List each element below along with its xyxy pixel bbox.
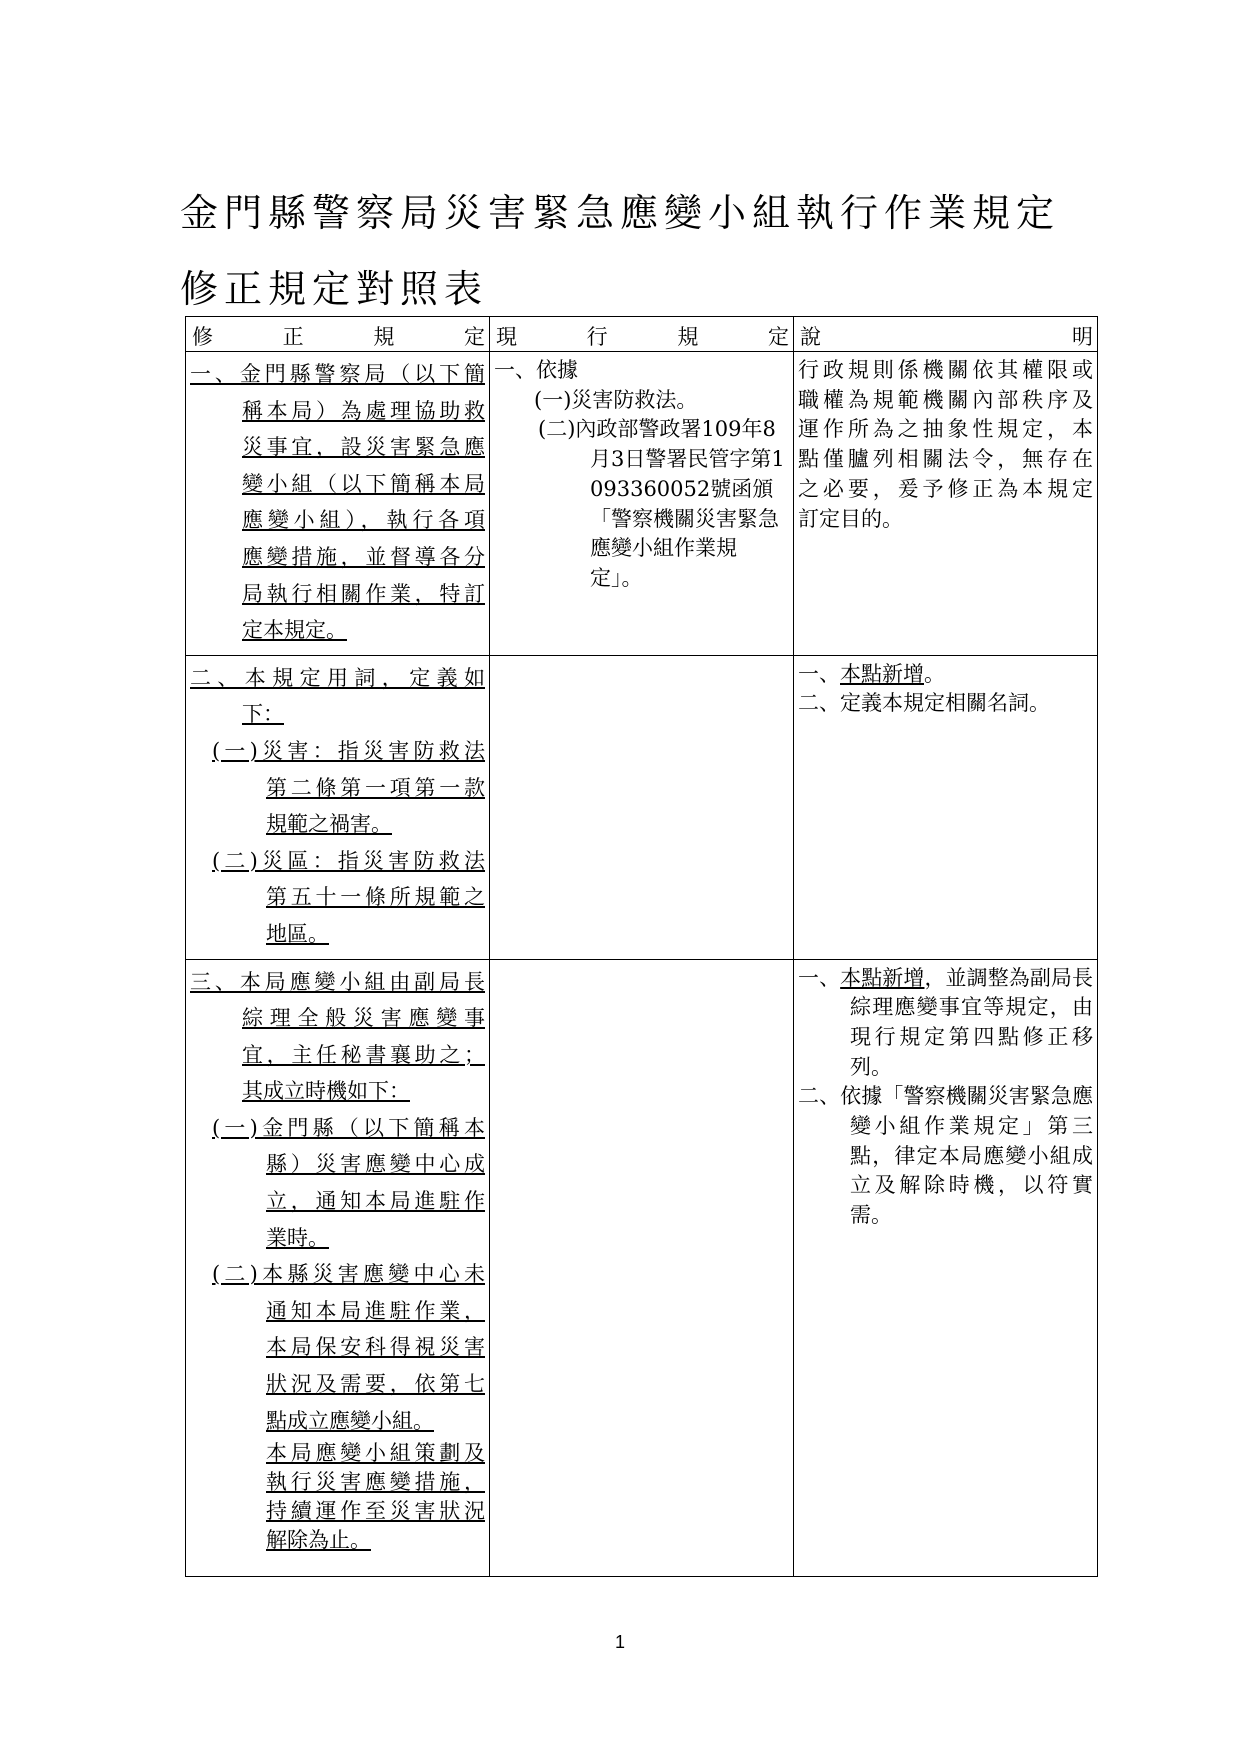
amended-text: 立，通知本局進駐作	[266, 1189, 485, 1214]
header-char: 定	[463, 325, 485, 349]
explanation-text: 行政規則係機關依其權限或	[798, 358, 1093, 382]
header-row	[186, 317, 1098, 352]
explanation-text: 一、本點新增。	[798, 661, 945, 686]
current-text: 一、依據	[494, 358, 578, 382]
amended-text: 應變措施，並督導各分	[242, 544, 485, 569]
explanation-cell	[794, 352, 1098, 656]
explanation-underlined: 本點新增	[840, 965, 925, 990]
amended-text: (二)災區：指災害防救法	[212, 848, 485, 873]
amended-text: (一)金門縣（以下簡稱本	[212, 1115, 485, 1140]
explanation-text: 二、依據「警察機關災害緊急應變小組作業規定」第三點，律定本局應變小組成立及解除時機，以符實需。	[798, 1084, 1093, 1228]
amended-text: 狀況及需要，依第七	[266, 1372, 485, 1397]
document-title-line2: 修正規定對照表	[180, 267, 489, 311]
amended-text: 持續運作至災害狀況	[266, 1499, 485, 1524]
explanation-text: 點僅臚列相關法令，無存在	[798, 447, 1093, 472]
explanation-cell	[794, 655, 1098, 959]
amended-text: 第二條第一項第一款	[266, 775, 485, 800]
header-char: 規	[373, 325, 395, 349]
current-cell	[490, 352, 794, 656]
header-char: 規	[677, 325, 699, 349]
amended-text: 稱本局）為處理協助救	[242, 398, 485, 423]
header-char: 現	[496, 325, 517, 349]
explanation-text: 二、定義本規定相關名詞。	[798, 691, 1050, 716]
amended-text: 規範之禍害。	[266, 812, 392, 837]
table-row	[186, 959, 1098, 1576]
header-char: 正	[282, 325, 304, 349]
page-number: 1	[614, 1632, 625, 1652]
explanation-cell	[794, 959, 1098, 1576]
amended-cell	[186, 352, 490, 656]
amended-text: 第五十一條所規範之	[266, 885, 485, 910]
amended-text: 解除為止。	[266, 1528, 371, 1553]
amended-text: 下：	[242, 702, 284, 727]
amended-text: 執行災害應變措施，	[266, 1470, 485, 1495]
current-text: (二)內政部警政署109年8月3日警署民管字第1093360052號函頒「警察機關災害緊急應變小組作業規定」。	[538, 417, 785, 590]
amended-text: 通知本局進駐作業，	[266, 1298, 485, 1323]
current-cell	[490, 655, 794, 959]
explanation-text: 一、本點新增，並調整為副局長綜理應變事宜等規定，由現行規定第四點修正移列。	[798, 965, 1094, 1079]
header-char: 定	[767, 325, 789, 349]
header-current	[490, 317, 794, 352]
amended-text: 其成立時機如下：	[242, 1079, 410, 1104]
amended-text: 縣）災害應變中心成	[266, 1152, 485, 1177]
table-row	[186, 655, 1098, 959]
amended-text: 一、金門縣警察局（以下簡	[190, 362, 485, 386]
amended-text: 綜理全般災害應變事	[242, 1006, 485, 1031]
amended-text: 業時。	[266, 1225, 329, 1250]
amended-text: 災事宜，設災害緊急應	[242, 435, 485, 460]
amended-text: 定本規定。	[242, 618, 347, 643]
table-row	[186, 352, 1098, 656]
header-amended	[186, 317, 490, 352]
header-char: 明	[1072, 325, 1093, 349]
amended-text: 三、本局應變小組由副局長	[190, 969, 485, 994]
amended-cell	[186, 655, 490, 959]
amended-cell	[186, 959, 490, 1576]
amended-text: (二)本縣災害應變中心未	[212, 1262, 485, 1287]
amended-text: 局執行相關作業，特訂	[242, 581, 485, 606]
amended-text: 二、本規定用詞，定義如	[190, 665, 485, 690]
amended-text: 變小組（以下簡稱本局	[242, 471, 485, 496]
current-text: (一)災害防救法。	[534, 387, 698, 412]
explanation-text: 訂定目的。	[798, 506, 903, 531]
explanation-text: 運作所為之抽象性規定，本	[798, 417, 1093, 442]
header-explanation	[794, 317, 1098, 352]
header-char: 行	[586, 325, 608, 349]
current-cell	[490, 959, 794, 1576]
amended-text: 本局保安科得視災害	[266, 1335, 485, 1360]
header-char: 修	[192, 325, 213, 349]
amended-text: 應變小組），執行各項	[242, 508, 485, 533]
header-char: 說	[800, 325, 821, 349]
explanation-underlined: 本點新增	[840, 661, 924, 686]
amended-text: (一)災害：指災害防救法	[212, 738, 485, 763]
amended-text: 本局應變小組策劃及	[266, 1441, 485, 1466]
amended-text: 點成立應變小組。	[266, 1408, 434, 1433]
amended-text: 地區。	[266, 921, 329, 946]
document-title-line1: 金門縣警察局災害緊急應變小組執行作業規定	[180, 191, 1061, 235]
comparison-table	[185, 316, 1098, 1577]
amended-text: 宜，主任秘書襄助之；	[242, 1042, 485, 1067]
explanation-text: 之必要，爰予修正為本規定	[798, 476, 1093, 501]
explanation-text: 職權為規範機關內部秩序及	[798, 387, 1093, 412]
